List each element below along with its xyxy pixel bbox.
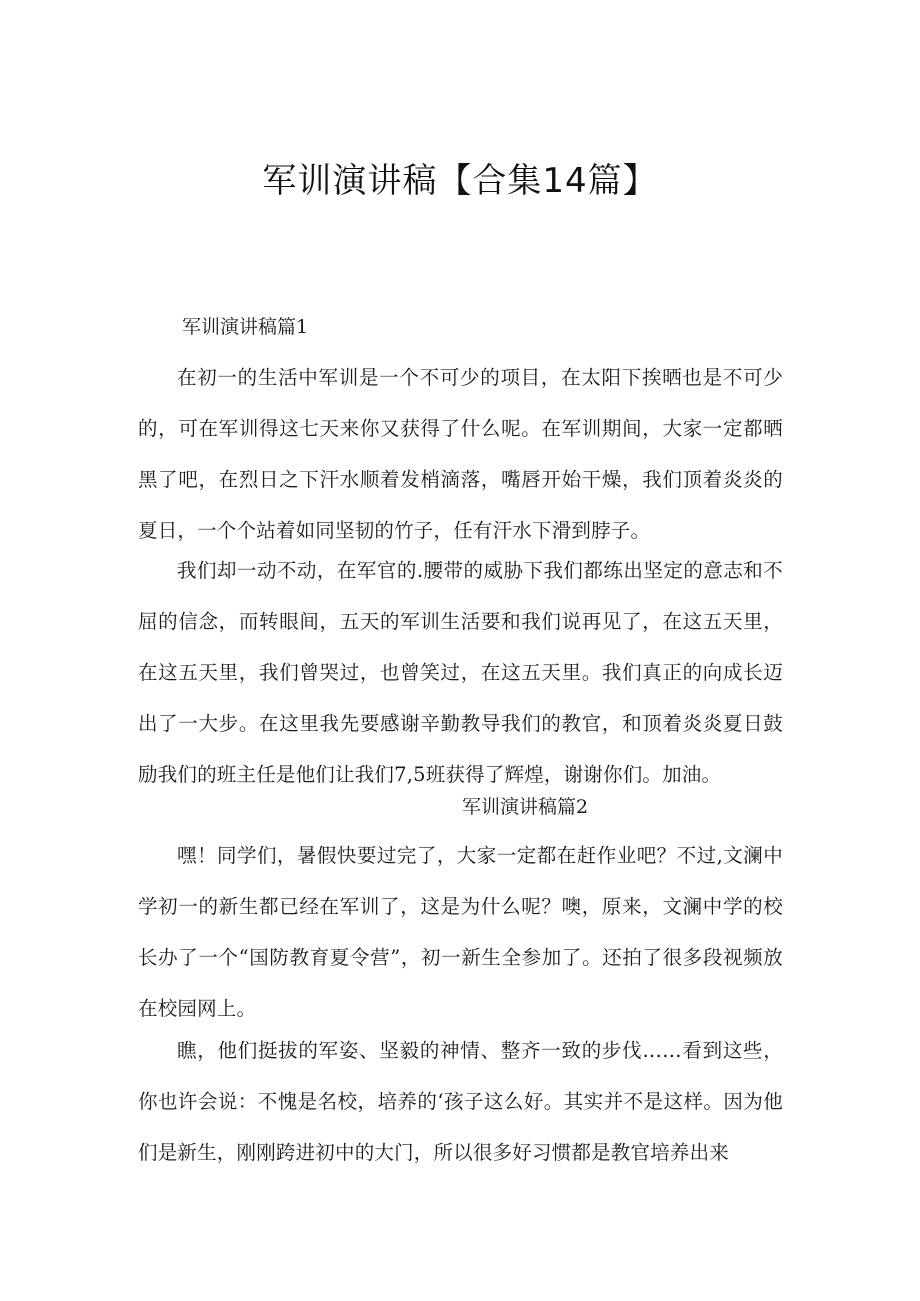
paragraph: 我们却一动不动，在军官的.腰带的威胁下我们都练出坚定的意志和不屈的信念，而转眼间，五天的军训生活要和我们说再见了，在这五天里，在这五天里，我们曾哭过，也曾笑过，在这五天里。我们真正的向成长迈出了一大步。在这里我先要感谢辛勤教导我们的教官，和顶着炎炎夏日鼓励我们的班主任是他们让我们7,5班获得了辉煌，谢谢你们。加油。 <box>138 559 783 786</box>
document-title: 军训演讲稿【合集14篇】 <box>262 161 658 201</box>
section-heading-2: 军训演讲稿篇2 <box>461 796 589 818</box>
paragraph: 在初一的生活中军训是一个不可少的项目，在太阳下挨晒也是不可少的，可在军训得这七天来你又获得了什么呢。在军训期间，大家一定都晒黑了吧，在烈日之下汗水顺着发梢滴落，嘴唇开始干燥，我们顶着炎炎的夏日，一个个站着如同坚韧的竹子，任有汗水下滑到脖子。 <box>138 366 783 542</box>
paragraph: 嘿！同学们，暑假快要过完了，大家一定都在赶作业吧？不过,文澜中学初一的新生都已经在军训了，这是为什么呢？噢，原来，文澜中学的校长办了一个“国防教育夏令营”，初一新生全参加了。还拍了很多段视频放在校园网上。 <box>138 844 783 1020</box>
section-heading-1: 军训演讲稿篇1 <box>182 316 309 338</box>
paragraph: 瞧，他们挺拔的军姿、坚毅的神情、整齐一致的步伐……看到这些，你也许会说：不愧是名校，培养的‘孩子这么好。其实并不是这样。因为他们是新生，刚刚跨进初中的大门，所以很多好习惯都是教官培养出来 <box>138 1039 783 1164</box>
